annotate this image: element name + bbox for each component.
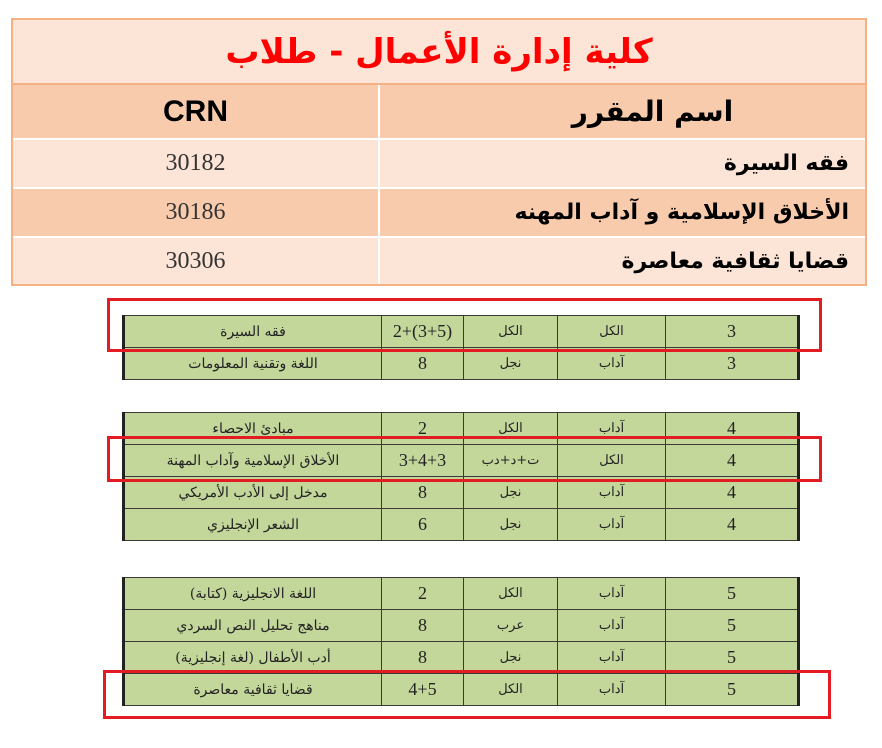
schedule-course: اللغة الانجليزية (كتابة) (124, 578, 382, 610)
crn-value: 30182 (165, 150, 226, 176)
schedule-level: 5 (666, 578, 799, 610)
schedule-units: 2 (382, 413, 464, 445)
crn-value: 30306 (165, 247, 226, 274)
schedule-units: 8 (382, 348, 464, 380)
schedule-requirement: الكل (464, 578, 558, 610)
schedule-requirement: الكل (464, 316, 558, 348)
schedule-college: آداب (558, 477, 666, 509)
schedule-level: 4 (666, 509, 799, 541)
schedule-row (124, 642, 799, 674)
schedule-course: الأخلاق الإسلامية وآداب المهنة (124, 445, 382, 477)
schedule-course: مدخل إلى الأدب الأمريكي (124, 477, 382, 509)
schedule-course: فقه السيرة (124, 316, 382, 348)
schedule-requirement: نجل (464, 509, 558, 541)
schedule-college: آداب (558, 674, 666, 706)
schedule-course: قضايا ثقافية معاصرة (124, 674, 382, 706)
schedule-units: 2 (382, 578, 464, 610)
schedule-row (124, 509, 799, 541)
schedule-requirement: نجل (464, 348, 558, 380)
crn-value: 30186 (165, 199, 226, 225)
schedule-course: مناهج تحليل النص السردي (124, 610, 382, 642)
table-header-row (13, 85, 865, 140)
schedule-college: آداب (558, 509, 666, 541)
schedule-units: 8 (382, 610, 464, 642)
crn-table (11, 18, 867, 286)
course-name: الأخلاق الإسلامية و آداب المهنه (378, 189, 865, 236)
highlight-box-cultural-issues (103, 670, 831, 719)
schedule-units: 8 (382, 477, 464, 509)
schedule-level: 5 (666, 674, 799, 706)
table-row (13, 189, 865, 238)
schedule-course: الشعر الإنجليزي (124, 509, 382, 541)
schedule-requirement: نجل (464, 477, 558, 509)
schedule-row (124, 610, 799, 642)
schedule-college: آداب (558, 413, 666, 445)
schedule-requirement: ت+د+دب (464, 445, 558, 477)
highlight-box-ethics (107, 436, 822, 482)
schedule-level: 5 (666, 642, 799, 674)
course-name: فقه السيرة (378, 140, 865, 187)
schedule-course: اللغة وتقنية المعلومات (124, 348, 382, 380)
schedule-level: 4 (666, 445, 799, 477)
schedule-college: الكل (558, 316, 666, 348)
schedule-requirement: الكل (464, 413, 558, 445)
schedule-units: 3+4+3 (382, 445, 464, 477)
schedule-level: 3 (666, 316, 799, 348)
schedule-requirement: الكل (464, 674, 558, 706)
schedule-level: 4 (666, 477, 799, 509)
header-crn: CRN (163, 94, 228, 128)
schedule-units: 4+5 (382, 674, 464, 706)
schedule-course: مبادئ الاحصاء (124, 413, 382, 445)
table-title: كلية إدارة الأعمال - طلاب (13, 20, 865, 85)
highlight-box-seerah (107, 298, 822, 352)
schedule-college: آداب (558, 348, 666, 380)
schedule-units: 8 (382, 642, 464, 674)
schedule-requirement: نجل (464, 642, 558, 674)
schedule-college: آداب (558, 578, 666, 610)
table-row (13, 140, 865, 189)
schedule-row (124, 348, 799, 380)
schedule-level: 4 (666, 413, 799, 445)
schedule-requirement: عرب (464, 610, 558, 642)
schedule-course: أدب الأطفال (لغة إنجليزية) (124, 642, 382, 674)
course-name: قضايا ثقافية معاصرة (378, 238, 865, 284)
schedule-level: 3 (666, 348, 799, 380)
schedule-units: 2+(3+5) (382, 316, 464, 348)
schedule-units: 6 (382, 509, 464, 541)
schedule-college: الكل (558, 445, 666, 477)
schedule-level: 5 (666, 610, 799, 642)
schedule-college: آداب (558, 642, 666, 674)
table-row (13, 238, 865, 284)
schedule-row (124, 578, 799, 610)
header-course-name: اسم المقرر (378, 85, 865, 138)
schedule-college: آداب (558, 610, 666, 642)
